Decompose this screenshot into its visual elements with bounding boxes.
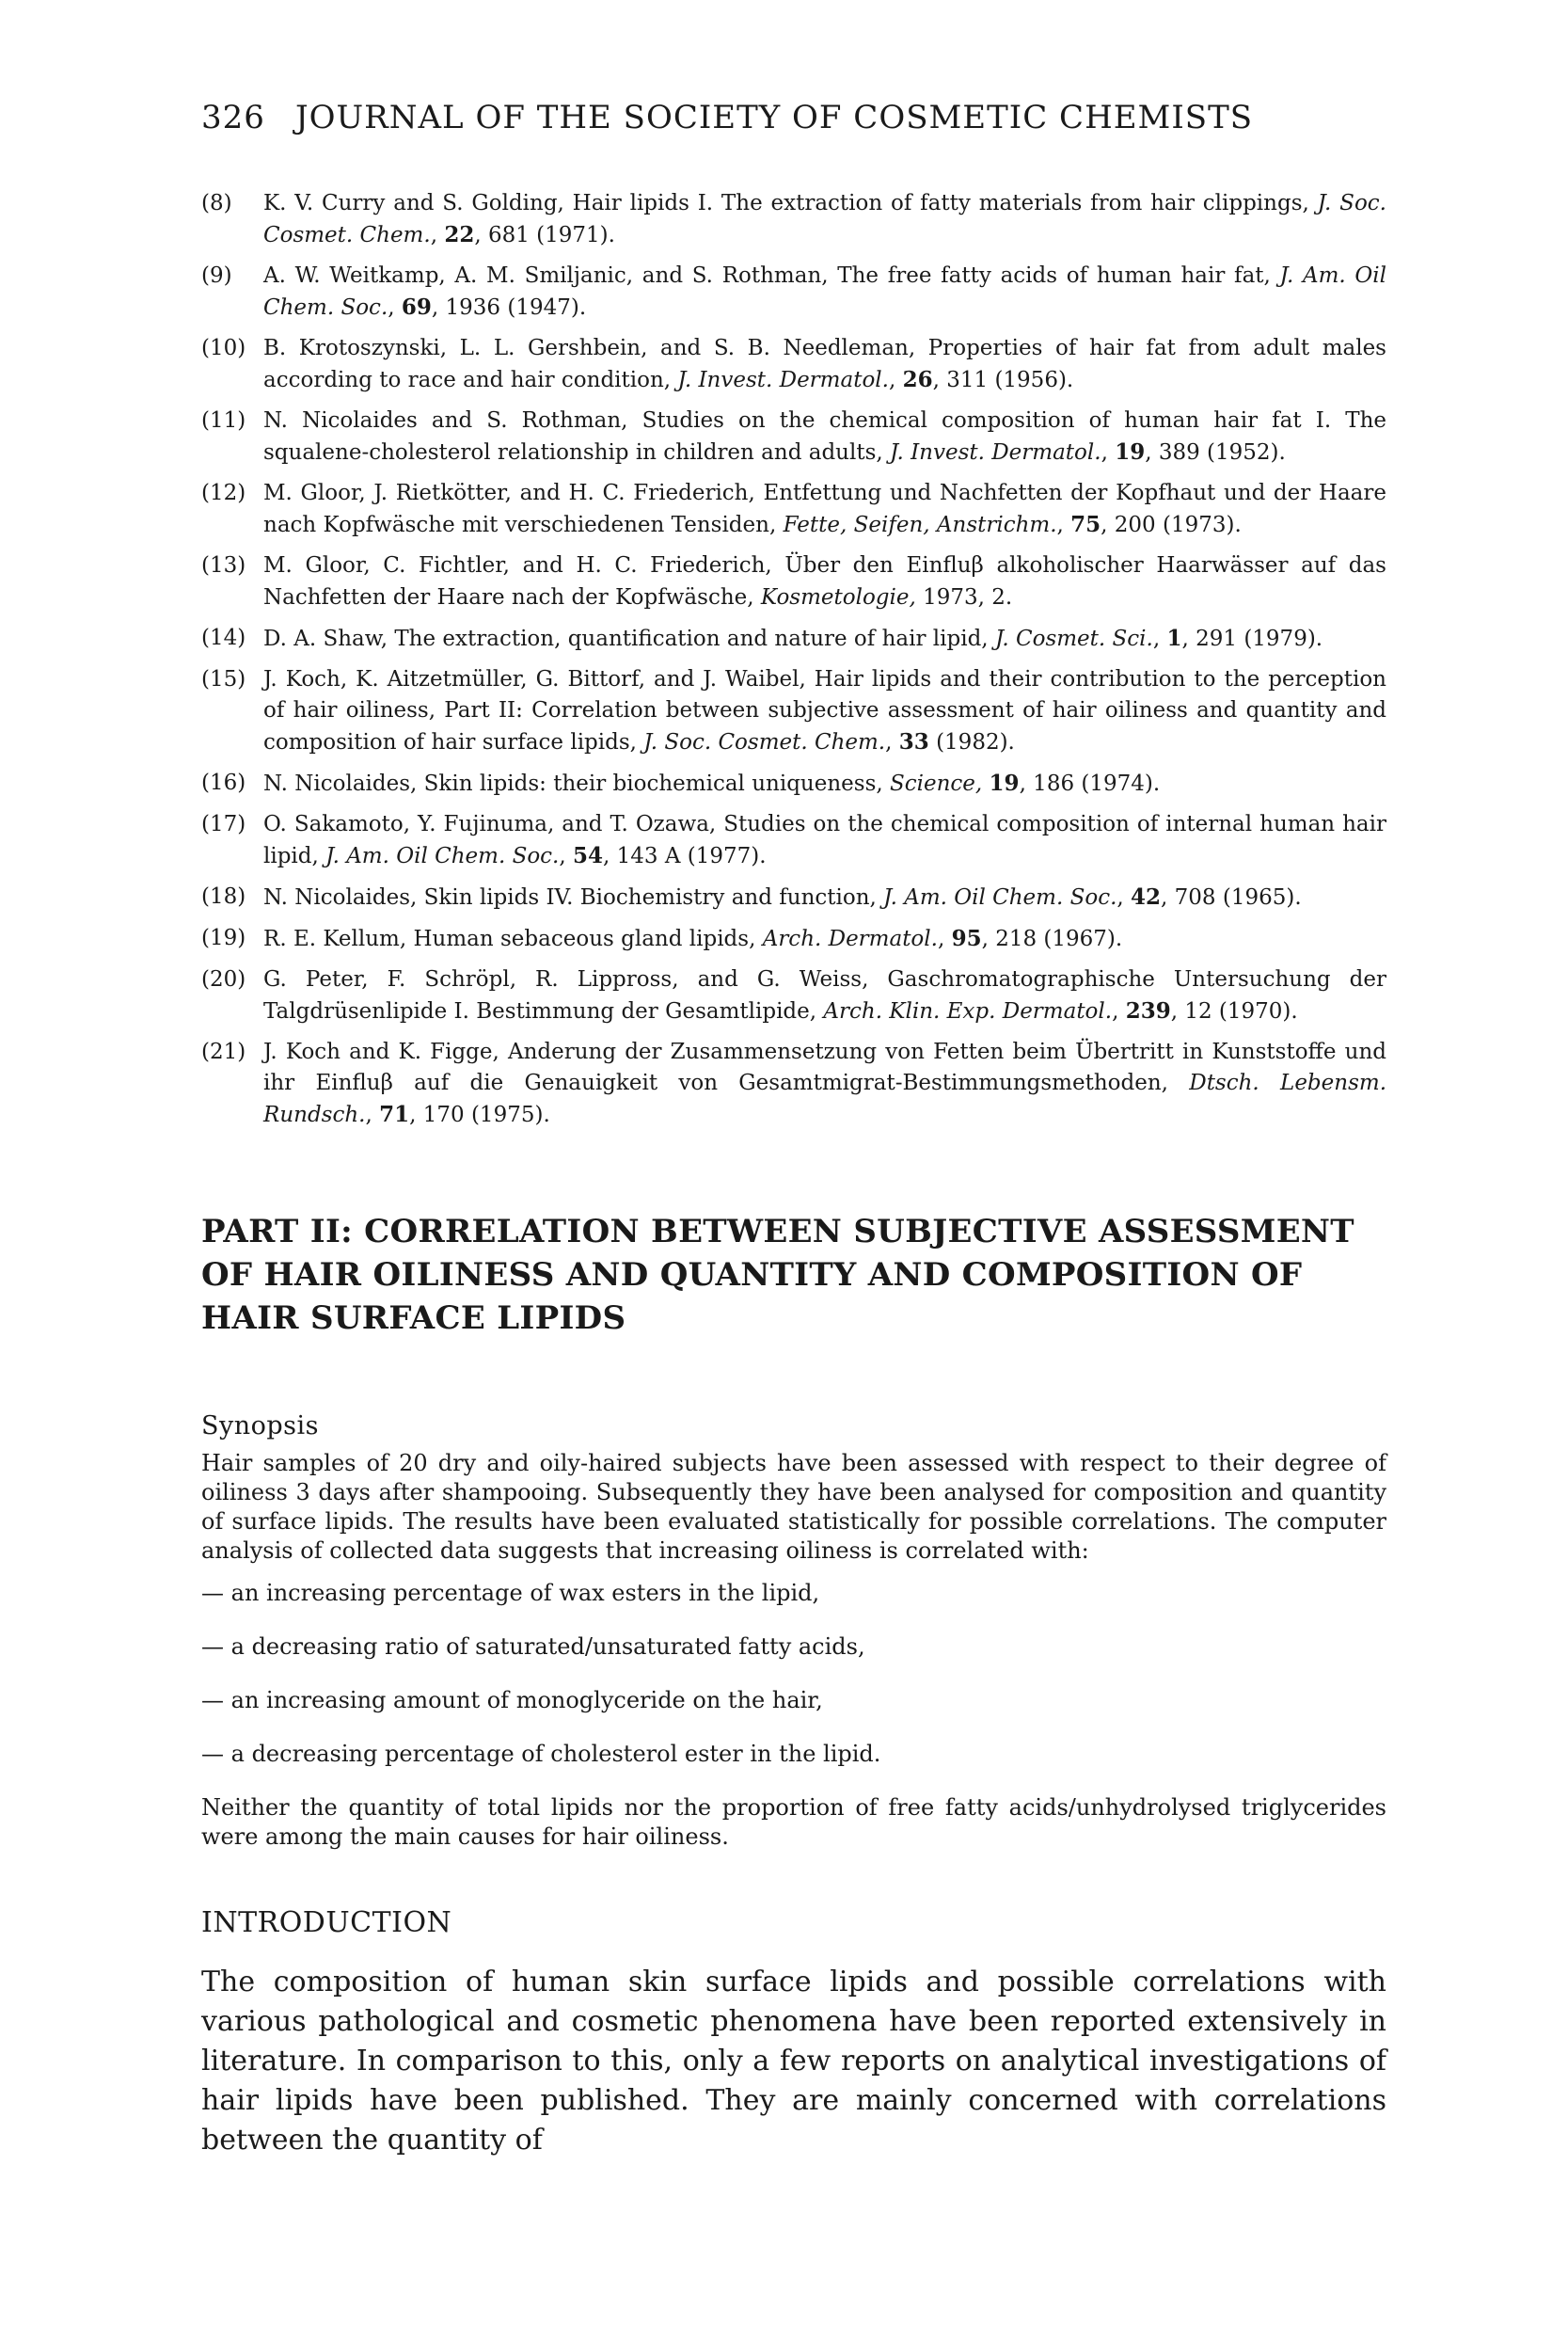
reference-text (263, 188, 1386, 251)
finding-item: — an increasing amount of monoglyceride on the hair, (201, 1687, 823, 1713)
reference-volume: 71 (379, 1102, 410, 1127)
reference-authors-title: J. Koch and K. Figge, Anderung der Zusammensetzung von Fetten beim Übertritt in Kunststoffe und ihr Einfluβ auf die Genauigkeit von Gesamtmigrat-Bestimmungsmethoden, (263, 1040, 1386, 1095)
reference-authors-title: J. Koch, K. Aitzetmüller, G. Bittorf, and J. Waibel, Hair lipids and their contribution to the perception of hair oiliness, Part II: Correlation between subjective assessment of hair oiliness and quantity and composition of hair surface lipids, (263, 667, 1386, 755)
reference-volume: 26 (902, 367, 933, 392)
reference-journal: Fette, Seifen, Anstrichm. (783, 513, 1057, 537)
reference-journal: J. Am. Oil Chem. Soc. (883, 885, 1117, 910)
reference-separator: , (430, 223, 445, 247)
reference-authors-title: G. Peter, F. Schröpl, R. Lippross, and G. Weiss, Gaschromatographische Untersuchung der Talgdrüsenlipide I. Bestimmung der Gesamtlipide, (263, 967, 1386, 1024)
reference-journal: Dtsch. Lebensm. Rundsch. (263, 1071, 1386, 1127)
reference-separator: , (1101, 440, 1116, 465)
reference-text (263, 623, 1386, 655)
reference-number: (14) (201, 626, 246, 650)
reference-item (201, 923, 1386, 955)
reference-authors-title: M. Gloor, J. Rietkötter, and H. C. Friederich, Entfettung und Nachfetten der Kopfhaut und der Haare nach Kopfwäsche mit verschiedenen Tensiden, (263, 481, 1386, 537)
reference-journal: J. Cosmet. Sci. (994, 627, 1153, 651)
reference-separator: , (365, 1103, 380, 1127)
reference-pages-year: , 311 (1956). (932, 368, 1074, 392)
reference-text (263, 923, 1386, 955)
reference-journal: J. Invest. Dermatol. (677, 368, 889, 392)
reference-volume: 19 (1115, 439, 1146, 465)
reference-authors-title: M. Gloor, C. Fichtler, and H. C. Friederich, Über den Einfluβ alkoholischer Haarwässer auf das Nachfetten der Haare nach der Kopfwäsche, (263, 553, 1386, 610)
finding-item: — an increasing percentage of wax esters in the lipid, (201, 1580, 820, 1606)
reference-number: (13) (201, 553, 246, 578)
reference-item (201, 623, 1386, 655)
reference-item (201, 964, 1386, 1027)
reference-text (263, 1037, 1386, 1131)
reference-number: (10) (201, 336, 246, 360)
reference-item (201, 768, 1386, 800)
reference-pages-year: , 708 (1965). (1161, 885, 1302, 910)
reference-separator: , (1117, 885, 1132, 910)
synopsis-heading: Synopsis (201, 1411, 320, 1441)
reference-journal: J. Soc. Cosmet. Chem. (263, 191, 1386, 247)
journal-title: JOURNAL OF THE SOCIETY OF COSMETIC CHEMISTS (295, 99, 1254, 136)
introduction-heading: INTRODUCTION (201, 1906, 452, 1939)
finding-item: — a decreasing percentage of cholesterol ester in the lipid. (201, 1741, 881, 1767)
reference-number: (16) (201, 771, 246, 795)
reference-journal: J. Invest. Dermatol. (890, 440, 1101, 465)
reference-number: (18) (201, 884, 246, 909)
reference-number: (15) (201, 667, 246, 692)
reference-volume: 22 (444, 222, 475, 247)
reference-journal: Kosmetologie, (760, 585, 916, 610)
reference-separator: , (937, 927, 952, 951)
reference-journal: Science, (890, 772, 983, 796)
reference-journal: J. Am. Oil Chem. Soc. (325, 844, 560, 868)
reference-journal: Arch. Klin. Exp. Dermatol. (823, 999, 1113, 1024)
reference-item (201, 882, 1386, 914)
reference-text (263, 333, 1386, 396)
reference-volume: 33 (898, 729, 929, 755)
reference-pages-year: , 170 (1975). (409, 1103, 550, 1127)
reference-volume: 95 (951, 926, 982, 951)
reference-text (263, 550, 1386, 613)
reference-separator: , (559, 844, 573, 868)
reference-item (201, 478, 1386, 541)
reference-number: (9) (201, 263, 232, 288)
reference-item (201, 664, 1386, 758)
part-heading: PART II: CORRELATION BETWEEN SUBJECTIVE ASSESSMENT OF HAIR OILINESS AND QUANTITY AND COMPOSITION OF HAIR SURFACE LIPIDS (201, 1213, 1354, 1337)
reference-pages-year: , 143 A (1977). (603, 844, 767, 868)
reference-volume: 42 (1131, 884, 1162, 910)
reference-text (263, 964, 1386, 1027)
reference-text (263, 406, 1386, 469)
finding-item: — a decreasing ratio of saturated/unsaturated fatty acids, (201, 1633, 865, 1660)
reference-text (263, 809, 1386, 872)
reference-number: (19) (201, 926, 246, 950)
running-head (201, 94, 1253, 141)
reference-item (201, 261, 1386, 324)
synopsis-intro: Hair samples of 20 dry and oily-haired subjects have been assessed with respect to their degree of oiliness 3 days after shampooing. Subsequently they have been analysed for composition and quantity of surface lipids. The results have been evaluated statistically for possible correlations. The computer analysis of collected data suggests that increasing oiliness is correlated with: (201, 1450, 1386, 1564)
reference-pages-year: (1982). (928, 730, 1015, 755)
reference-list (201, 188, 1386, 1140)
reference-pages-year: , 12 (1970). (1170, 999, 1298, 1024)
reference-number: (8) (201, 191, 232, 215)
reference-volume: 1 (1166, 626, 1182, 651)
reference-volume: 75 (1070, 512, 1101, 537)
synopsis (201, 1449, 1386, 1852)
reference-pages-year: , 681 (1971). (474, 223, 615, 247)
reference-journal: J. Soc. Cosmet. Chem. (643, 730, 886, 755)
reference-number: (21) (201, 1040, 246, 1064)
reference-pages-year: , 291 (1979). (1181, 627, 1323, 651)
reference-pages-year: , 200 (1973). (1101, 513, 1242, 537)
reference-number: (12) (201, 481, 246, 505)
synopsis-conclusion: Neither the quantity of total lipids nor the proportion of free fatty acids/unhydrolysed triglycerides were among the main causes for hair oiliness. (201, 1794, 1386, 1850)
reference-volume: 69 (401, 294, 432, 320)
reference-number: (20) (201, 967, 246, 992)
reference-authors-title: O. Sakamoto, Y. Fujinuma, and T. Ozawa, Studies on the chemical composition of internal human hair lipid, (263, 812, 1386, 868)
reference-separator: , (888, 368, 903, 392)
reference-journal: Arch. Dermatol. (762, 927, 938, 951)
reference-separator: , (1152, 627, 1167, 651)
reference-authors-title: B. Krotoszynski, L. L. Gershbein, and S. B. Needleman, Properties of hair fat from adult males according to race and hair condition, (263, 336, 1386, 392)
reference-authors-title: D. A. Shaw, The extraction, quantification and nature of hair lipid, (263, 627, 995, 651)
reference-text (263, 478, 1386, 541)
reference-authors-title: N. Nicolaides, Skin lipids IV. Biochemistry and function, (263, 885, 884, 910)
reference-separator: , (1056, 513, 1071, 537)
reference-text (263, 664, 1386, 758)
reference-separator (982, 772, 989, 796)
reference-volume: 239 (1125, 998, 1171, 1024)
reference-item (201, 406, 1386, 469)
findings-list (201, 1579, 1386, 1769)
reference-pages-year: , 218 (1967). (981, 927, 1123, 951)
reference-item (201, 333, 1386, 396)
reference-item (201, 188, 1386, 251)
page-number: 326 (201, 99, 265, 136)
reference-pages-year: 1973, 2. (915, 585, 1013, 610)
reference-volume: 54 (573, 843, 604, 868)
reference-text (263, 882, 1386, 914)
reference-item (201, 809, 1386, 872)
reference-authors-title: R. E. Kellum, Human sebaceous gland lipids, (263, 927, 763, 951)
introduction-text: The composition of human skin surface lipids and possible correlations with various pathological and cosmetic phenomena have been reported extensively in literature. In comparison to this, only a few reports on analytical investigations of hair lipids have been published. They are mainly concerned with correlations between the quantity of (201, 1966, 1386, 2157)
reference-authors-title: N. Nicolaides, Skin lipids: their biochemical uniqueness, (263, 772, 890, 796)
reference-pages-year: , 389 (1952). (1145, 440, 1286, 465)
reference-pages-year: , 1936 (1947). (431, 295, 587, 320)
reference-authors-title: N. Nicolaides and S. Rothman, Studies on the chemical composition of human hair fat I. The squalene-cholesterol relationship in children and adults, (263, 408, 1386, 465)
reference-item (201, 550, 1386, 613)
reference-volume: 19 (989, 771, 1020, 796)
reference-text (263, 768, 1386, 800)
reference-authors-title: A. W. Weitkamp, A. M. Smiljanic, and S. Rothman, The free fatty acids of human hair fat, (263, 263, 1280, 288)
reference-authors-title: K. V. Curry and S. Golding, Hair lipids I. The extraction of fatty materials from hair clippings, (263, 191, 1318, 215)
reference-number: (11) (201, 408, 246, 433)
reference-separator: , (1112, 999, 1126, 1024)
reference-separator: , (388, 295, 402, 320)
reference-number: (17) (201, 812, 246, 836)
reference-separator: , (885, 730, 899, 755)
reference-text (263, 261, 1386, 324)
reference-pages-year: , 186 (1974). (1019, 772, 1161, 796)
reference-journal: J. Am. Oil Chem. Soc. (263, 263, 1386, 320)
reference-item (201, 1037, 1386, 1131)
